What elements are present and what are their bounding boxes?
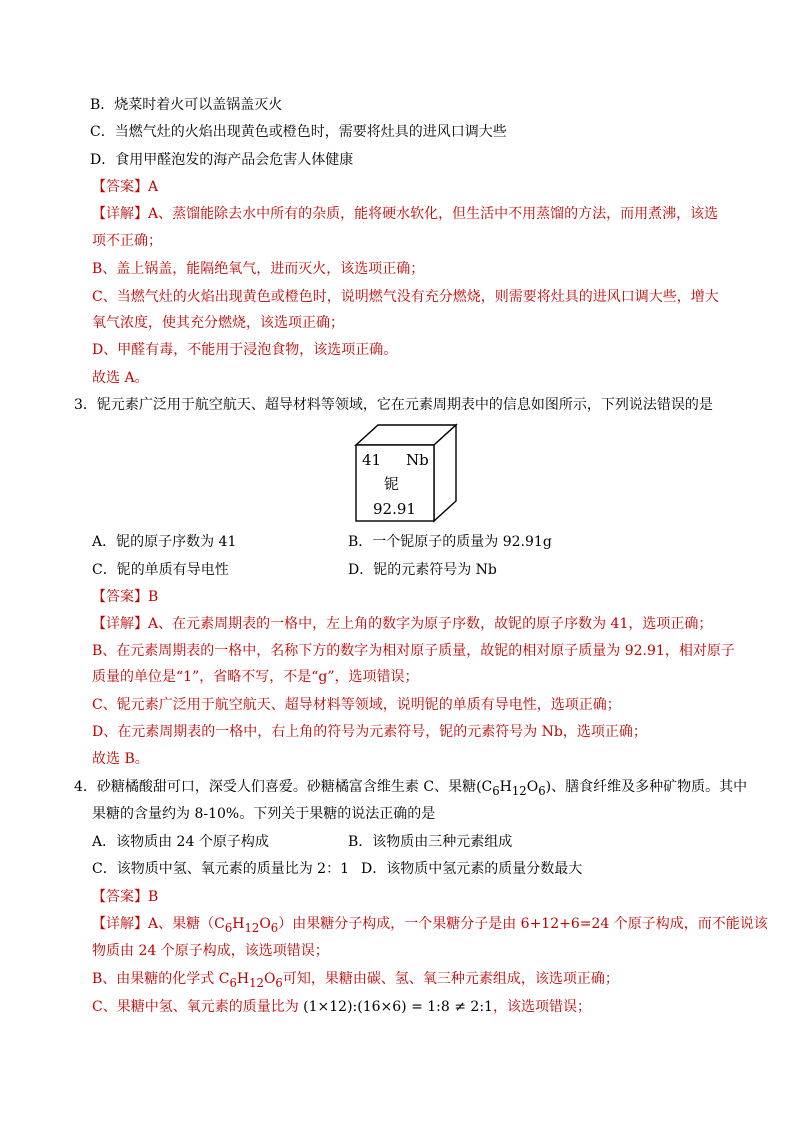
q4-stem-line-1 bbox=[74, 778, 747, 800]
q4-detail-c bbox=[92, 998, 591, 1016]
q3-option-d: D．铌的元素符号为 Nb bbox=[348, 562, 497, 578]
subscript: 12 bbox=[244, 920, 260, 935]
element-name: 铌 bbox=[384, 475, 400, 493]
q3-detail-b: B、在元素周期表的一格中，名称下方的数字为相对原子质量，故铌的相对原子质量为 92.91，相对原子 bbox=[92, 643, 735, 659]
element-cell-diagram bbox=[354, 423, 458, 523]
math-expression: (1×12):(16×6) = 1:8 ≠ 2:1 bbox=[303, 999, 493, 1015]
q2-detail-a bbox=[92, 205, 718, 223]
stem-text: 4．砂糖橘酸甜可口，深受人们喜爱。砂糖橘富含维生素 C、果糖(C bbox=[74, 779, 493, 795]
q3-answer bbox=[92, 588, 158, 606]
answer-value: B bbox=[148, 589, 159, 605]
q2-answer bbox=[92, 178, 158, 196]
subscript: 6 bbox=[270, 920, 279, 935]
q4-option-d: D．该物质中氢元素的质量分数最大 bbox=[361, 861, 583, 877]
q3-detail-b-cont: 质量的单位是“1”，省略不写，不是“g”，选项错误； bbox=[92, 669, 419, 685]
answer-tag: 【答案】 bbox=[92, 889, 148, 905]
q4-answer bbox=[92, 888, 158, 906]
detail-text: H bbox=[232, 916, 245, 932]
subscript: 12 bbox=[249, 975, 264, 990]
q3-option-c: C．铌的单质有导电性 bbox=[92, 562, 229, 578]
answer-tag: 【答案】 bbox=[92, 179, 148, 195]
detail-text: ）由果糖分子构成，一个果糖分子是由 6+12+6=24 个原子构成，而不能说该 bbox=[278, 916, 768, 932]
q4-detail-b bbox=[92, 970, 619, 992]
subscript: 6 bbox=[229, 975, 237, 990]
subscript: 6 bbox=[538, 783, 546, 798]
q4-stem-line-2: 果糖的含量约为 8-10%。下列关于果糖的说法正确的是 bbox=[92, 806, 436, 822]
q2-detail-b: B、盖上锅盖，能隔绝氧气，进而灭火，该选项正确； bbox=[92, 261, 425, 277]
stem-text: )、膳食纤维及多种矿物质。其中 bbox=[545, 779, 748, 795]
q3-conclusion: 故选 B。 bbox=[92, 751, 149, 767]
detail-tag: 【详解】 bbox=[92, 206, 148, 222]
q2-detail-a-cont: 项不正确； bbox=[92, 233, 162, 249]
detail-text: O bbox=[259, 916, 271, 932]
q4-option-b: B．该物质由三种元素组成 bbox=[348, 834, 513, 850]
answer-value: B bbox=[148, 889, 159, 905]
detail-text: O bbox=[263, 971, 276, 987]
q3-detail-a bbox=[92, 615, 712, 633]
q2-option-c: C．当燃气灶的火焰出现黄色或橙色时，需要将灶具的进风口调大些 bbox=[90, 124, 507, 140]
q3-option-b: B．一个铌原子的质量为 92.91g bbox=[348, 534, 552, 550]
subscript: 6 bbox=[224, 920, 233, 935]
q4-option-c: C．该物质中氢、氧元素的质量比为 2：1 bbox=[92, 861, 349, 877]
q2-option-b: B．烧菜时着火可以盖锅盖灭火 bbox=[90, 97, 283, 113]
element-symbol: Nb bbox=[406, 451, 429, 469]
q4-detail-a-cont: 物质由 24 个原子构成，该选项错误； bbox=[92, 943, 329, 959]
detail-tag: 【详解】 bbox=[92, 916, 148, 932]
stem-text: O bbox=[526, 779, 539, 795]
detail-text: A、果糖（C bbox=[148, 916, 225, 932]
q2-conclusion: 故选 A。 bbox=[92, 370, 149, 386]
q2-detail-c-cont: 氧气浓度，使其充分燃烧，该选项正确； bbox=[92, 315, 344, 331]
atomic-mass: 92.91 bbox=[373, 500, 416, 518]
q4-option-a: A．该物质由 24 个原子构成 bbox=[92, 834, 269, 850]
subscript: 12 bbox=[511, 783, 527, 798]
q4-detail-a bbox=[92, 915, 768, 937]
stem-text: H bbox=[499, 779, 512, 795]
q3-detail-c: C、铌元素广泛用于航空航天、超导材料等领域，说明铌的单质有导电性，选项正确； bbox=[92, 697, 621, 713]
answer-value: A bbox=[148, 179, 159, 195]
q2-detail-d: D、甲醛有毒，不能用于浸泡食物，该选项正确。 bbox=[92, 342, 398, 358]
q3-stem: 3．铌元素广泛用于航空航天、超导材料等领域，它在元素周期表中的信息如图所示，下列说法错误的是 bbox=[74, 397, 713, 413]
answer-tag: 【答案】 bbox=[92, 589, 148, 605]
q2-detail-c: C、当燃气灶的火焰出现黄色或橙色时，说明燃气没有充分燃烧，则需要将灶具的进风口调大些，增大 bbox=[92, 289, 719, 305]
detail-tag: 【详解】 bbox=[92, 616, 148, 632]
detail-text: ，该选项错误； bbox=[492, 999, 591, 1015]
q2-option-d: D．食用甲醛泡发的海产品会危害人体健康 bbox=[90, 152, 354, 168]
q3-option-a: A．铌的原子序数为 41 bbox=[92, 534, 237, 550]
subscript: 6 bbox=[275, 975, 283, 990]
detail-text: A、在元素周期表的一格中，左上角的数字为原子序数，故铌的原子序数为 41，选项正确； bbox=[148, 616, 713, 632]
q3-detail-d: D、在元素周期表的一格中，右上角的符号为元素符号，铌的元素符号为 Nb，选项正确； bbox=[92, 724, 647, 740]
subscript: 6 bbox=[492, 783, 500, 798]
detail-text: H bbox=[236, 971, 250, 987]
detail-text: B、由果糖的化学式 C bbox=[92, 971, 230, 987]
atomic-number: 41 bbox=[362, 451, 382, 469]
detail-text: C、果糖中氢、氧元素的质量比为 bbox=[92, 999, 304, 1015]
detail-text: A、蒸馏能除去水中所有的杂质，能将硬水软化，但生活中不用蒸馏的方法，而用煮沸，该选 bbox=[148, 206, 719, 222]
detail-text: 可知，果糖由碳、氢、氧三种元素组成，该选项正确； bbox=[282, 971, 619, 987]
